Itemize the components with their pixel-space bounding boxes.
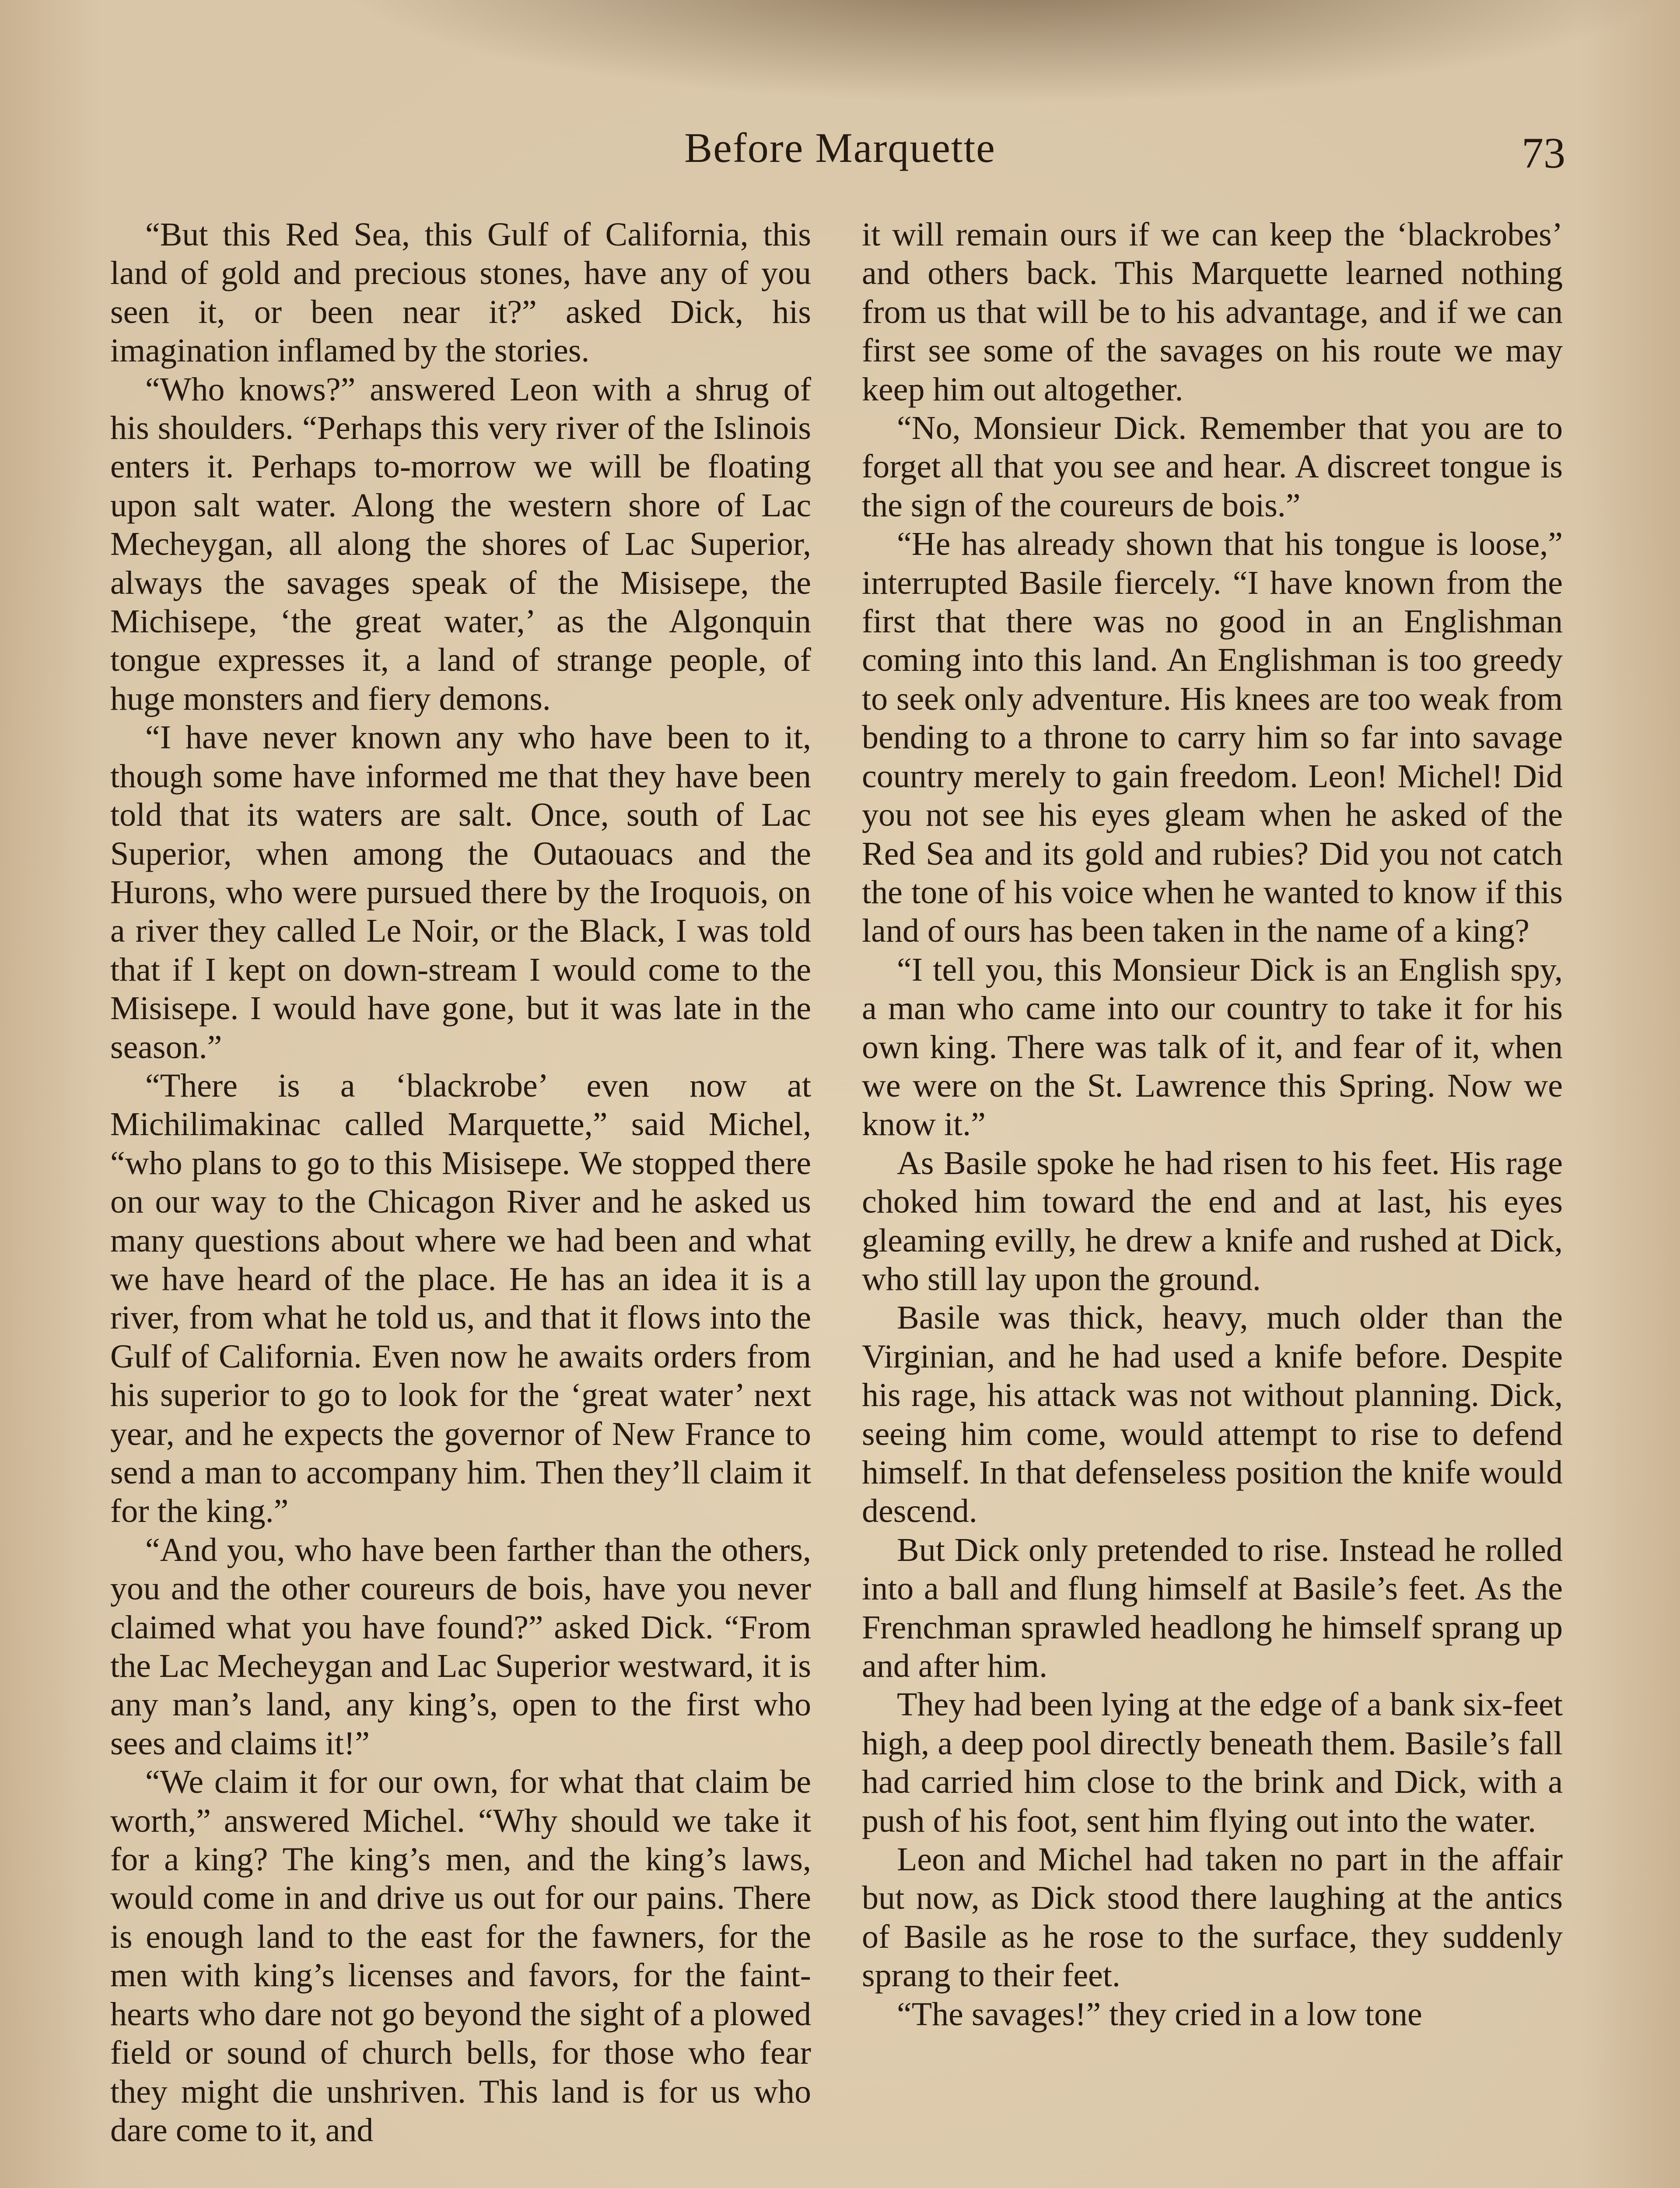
right-column	[862, 215, 1563, 2034]
paragraph: “He has already shown that his tongue is loose,” interrupted Basile fiercely. “I have known from the first that there was no good in an Englishman coming into this land. An Englishman is too greedy to seek only adventure. His knees are too weak from bending to a throne to carry him so far into savage country merely to gain freedom. Leon! Michel! Did you not see his eyes gleam when he asked of the Red Sea and its gold and rubies? Did you not catch the tone of his voice when he wanted to know if this land of ours has been taken in the name of a king?	[862, 526, 1563, 950]
paragraph: “The savages!” they cried in a low tone	[897, 1995, 1422, 2033]
paragraph: “But this Red Sea, this Gulf of California, this land of gold and precious stones, have any of you seen it, or been near it?” asked Dick, his imagination inflamed by the stories.	[110, 216, 811, 369]
paragraph: “And you, who have been farther than the others, you and the other coureurs de bois, have you never claimed what you have found?” asked Dick. “From the Lac Mecheygan and Lac Superior westward, it is any man’s land, any king’s, open to the first who sees and claims it!”	[110, 1531, 811, 1762]
paragraph-continued: it will remain ours if we can keep the ‘blackrobes’ and others back. This Marquette learned nothing from us that will be to his advantage, and if we can first see some of the savages on his route we may keep him out altogether.	[862, 216, 1563, 408]
left-column	[110, 215, 811, 2149]
paragraph: Leon and Michel had taken no part in the affair but now, as Dick stood there laughing at the antics of Basile as he rose to the surface, they suddenly sprang to their feet.	[862, 1841, 1563, 1994]
page-header	[0, 119, 1680, 176]
paragraph: Basile was thick, heavy, much older than the Virginian, and he had used a knife before. Despite his rage, his attack was not without planning. Dick, seeing him come, would attempt to rise to defend himself. In that defenseless position the knife would descend.	[862, 1299, 1563, 1530]
running-title: Before Marquette	[684, 124, 996, 171]
paragraph: But Dick only pretended to rise. Instead he rolled into a ball and flung himself at Basile’s feet. As the Frenchman sprawled headlong he himself sprang up and after him.	[862, 1531, 1563, 1685]
paragraph: “I tell you, this Monsieur Dick is an English spy, a man who came into our country to take it for his own king. There was talk of it, and fear of it, when we were on the St. Lawrence this Spring. Now we know it.”	[862, 951, 1563, 1143]
paragraph: “No, Monsieur Dick. Remember that you are to forget all that you see and hear. A discreet tongue is the sign of the coureurs de bois.”	[862, 410, 1563, 524]
paragraph: “There is a ‘blackrobe’ even now at Michilimakinac called Marquette,” said Michel, “who plans to go to this Misisepe. We stopped there on our way to the Chicagon River and he asked us many questions about where we had been and what we have heard of the place. He has an idea it is a river, from what he told us, and that it flows into the Gulf of California. Even now he awaits orders from his superior to go to look for the ‘great water’ next year, and he expects the governor of New France to send a man to accompany him. Then they’ll claim it for the king.”	[110, 1067, 811, 1530]
page-number: 73	[1522, 129, 1565, 177]
paragraph: “I have never known any who have been to it, though some have informed me that they have been told that its waters are salt. Once, south of Lac Superior, when among the Outaouacs and the Hurons, who were pursued there by the Iroquois, on a river they called Le Noir, or the Black, I was told that if I kept on down-stream I would come to the Misisepe. I would have gone, but it was late in the season.”	[110, 719, 811, 1066]
paragraph: They had been lying at the edge of a bank six-feet high, a deep pool directly beneath them. Basile’s fall had carried him close to the brink and Dick, with a push of his foot, sent him flying out into the water.	[862, 1686, 1563, 1839]
paragraph: “Who knows?” answered Leon with a shrug of his shoulders. “Perhaps this very river of the Islinois enters it. Perhaps to-morrow we will be floating upon salt water. Along the western shore of Lac Mecheygan, all along the shores of Lac Superior, always the savages speak of the Misisepe, the Michisepe, ‘the great water,’ as the Algonquin tongue expresses it, a land of strange people, of huge monsters and fiery demons.	[110, 371, 811, 717]
paragraph: As Basile spoke he had risen to his feet. His rage choked him toward the end and at last, his eyes gleaming evilly, he drew a knife and rushed at Dick, who still lay upon the ground.	[862, 1144, 1563, 1297]
paragraph: “We claim it for our own, for what that claim be worth,” answered Michel. “Why should we take it for a king? The king’s men, and the king’s laws, would come in and drive us out for our pains. There is enough land to the east for the fawners, for the men with king’s licenses and favors, for the faint-hearts who dare not go beyond the sight of a plowed field or sound of church bells, for those who fear they might die unshriven. This land is for us who dare come to it, and	[110, 1764, 811, 2149]
